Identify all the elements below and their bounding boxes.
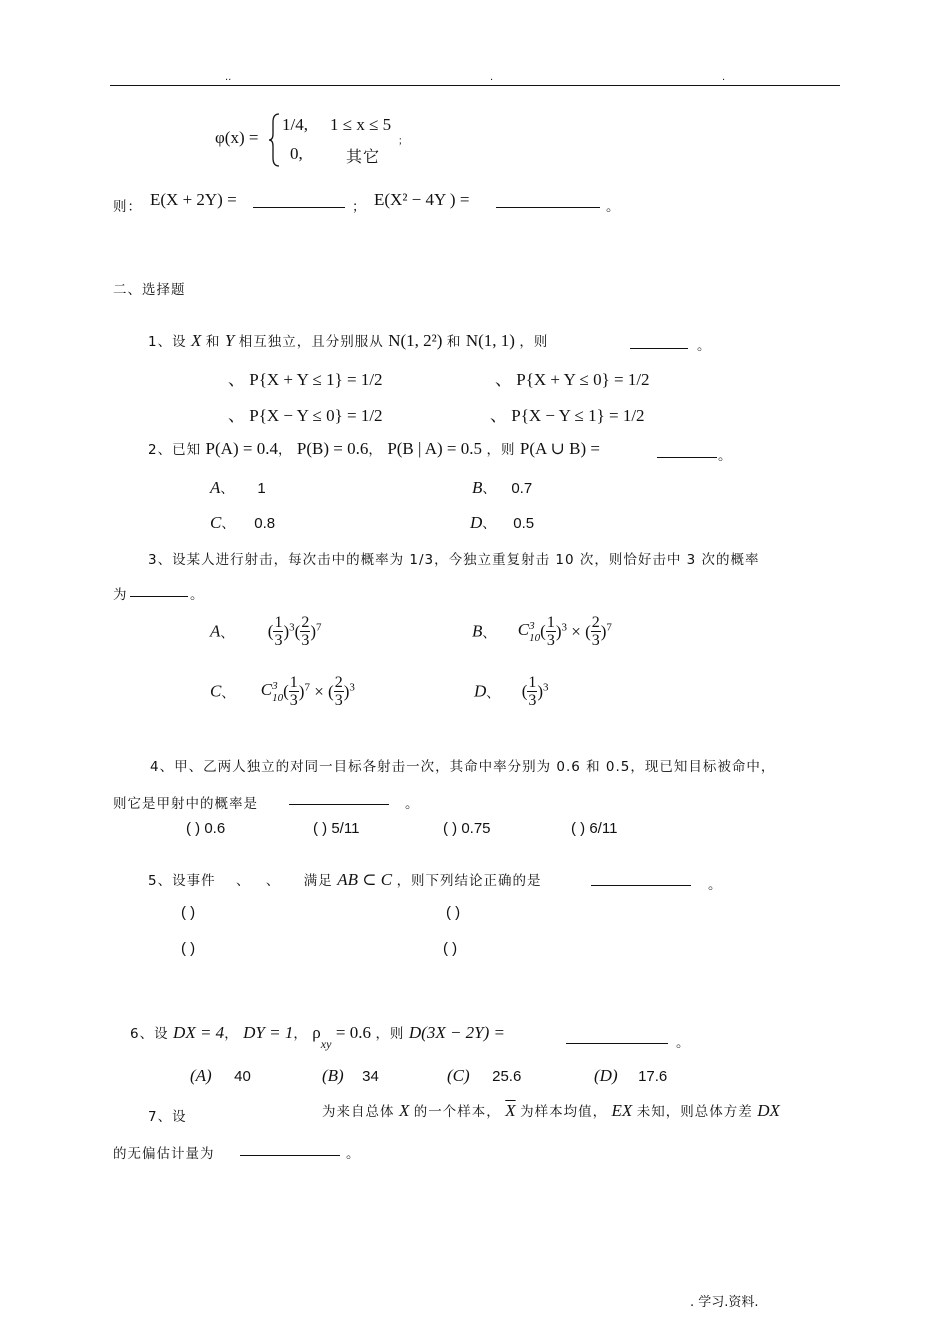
q5-option-b[interactable]: ( ) bbox=[446, 904, 461, 921]
q7-xbar: $\overline{X}$ bbox=[505, 1101, 516, 1120]
q1-var-x: X bbox=[191, 331, 202, 350]
q3-answer-blank[interactable] bbox=[130, 582, 188, 597]
q6-end: 。 bbox=[676, 1035, 691, 1051]
q4-option-c[interactable]: ( ) 0.75 bbox=[443, 820, 491, 837]
q4-option-d[interactable]: ( ) 6/11 bbox=[571, 820, 618, 837]
q2-option-a-value: 1 bbox=[257, 480, 266, 497]
q6-option-b-label: (B) bbox=[322, 1066, 344, 1085]
q7-stem-d: 为样本均值， bbox=[520, 1104, 608, 1120]
q6-option-c-label: (C) bbox=[447, 1066, 470, 1085]
q7-stem-c: 的一个样本， bbox=[413, 1104, 501, 1120]
q1-answer-blank[interactable] bbox=[630, 334, 688, 349]
q4-answer-blank[interactable] bbox=[289, 790, 389, 805]
q1-and: 和 bbox=[205, 334, 221, 350]
header-dot-right: . bbox=[722, 72, 726, 83]
q3-option-a[interactable]: A、 ( $\frac{1}{3}$ )$^3$( $\frac{2}{3}$ )$^7$ bbox=[210, 614, 322, 649]
q1-var-y: Y bbox=[224, 331, 235, 350]
section-title: 二、选择题 bbox=[113, 282, 186, 298]
q7-stem-a: 7、设 bbox=[148, 1109, 187, 1125]
density-tail: ； bbox=[398, 136, 409, 147]
expectation-end: 。 bbox=[606, 199, 621, 215]
q7-dx: DX bbox=[757, 1101, 780, 1120]
q4-option-b[interactable]: ( ) 5/11 bbox=[313, 820, 360, 837]
q3-line-2b: 。 bbox=[190, 587, 205, 603]
q6-dy: DY = 1 bbox=[243, 1023, 294, 1042]
q6-option-d[interactable] bbox=[594, 1066, 667, 1086]
header-rule bbox=[110, 85, 840, 86]
q2-pa: P(A) = 0.4 bbox=[205, 439, 278, 458]
q5-end: 。 bbox=[708, 877, 723, 893]
q6-option-c-value: 25.6 bbox=[492, 1068, 522, 1085]
q7-stem bbox=[322, 1100, 780, 1121]
q5-stem-c: ，则下列结论正确的是 bbox=[396, 873, 542, 889]
q6-stem-a: 6、设 bbox=[130, 1026, 169, 1042]
q5-stem-a: 5、设事件 bbox=[148, 873, 216, 889]
expectation-expr-1: E(X + 2Y) = bbox=[150, 190, 237, 209]
q2-target: P(A ∪ B) = bbox=[519, 439, 600, 458]
q2-option-c[interactable]: C、 0.8 bbox=[210, 513, 276, 532]
q6-rho-value: = 0.6 bbox=[335, 1023, 371, 1042]
q5-condition: AB ⊂ C bbox=[337, 870, 393, 889]
q3-line-1: 3、设某人进行射击，每次击中的概率为 1/3，今独立重复射击 10 次，则恰好击中 3 次的概率 bbox=[148, 552, 760, 568]
q2-pb: P(B) = 0.6 bbox=[296, 439, 369, 458]
q1-end: 。 bbox=[697, 338, 712, 354]
density-case2-value: 0, bbox=[290, 144, 303, 163]
q6-target: D(3X − 2Y) = bbox=[408, 1023, 506, 1042]
density-case1-value: 1/4, bbox=[282, 115, 308, 134]
q7-stem-e: 未知，则总体方差 bbox=[636, 1104, 753, 1120]
q6-stem: 6、设 DX = 4， DY = 1， $\rho_{xy} = 0.6$ ，则 D(3X − 2Y) = bbox=[130, 1023, 506, 1051]
q3a-frac-1: $\frac{1}{3}$ bbox=[274, 614, 283, 649]
header-dot-mid: . bbox=[490, 72, 494, 83]
q3b-frac-2: $\frac{2}{3}$ bbox=[591, 614, 600, 649]
q3c-frac-1: $\frac{1}{3}$ bbox=[289, 674, 298, 709]
q2-answer-blank[interactable] bbox=[657, 443, 717, 458]
q7-var-x: X bbox=[398, 1101, 410, 1120]
q3-option-b[interactable]: B、 C 3 10 ( $\frac{1}{3}$ )$^3$ × ( $\frac{2}{3}$ )$^7$ bbox=[472, 614, 612, 649]
q2-option-c-label: C bbox=[210, 513, 222, 532]
answer-blank-e1[interactable] bbox=[253, 193, 345, 208]
q6-option-d-label: (D) bbox=[594, 1066, 618, 1085]
q5-option-a[interactable]: ( ) bbox=[181, 904, 196, 921]
q6-option-b-value: 34 bbox=[362, 1068, 379, 1085]
q2-pba: P(B | A) = 0.5 bbox=[387, 439, 483, 458]
q1-stem-c: ，则 bbox=[519, 334, 549, 350]
q7-ex: EX bbox=[611, 1101, 633, 1120]
q2-option-a-label: A bbox=[210, 478, 221, 497]
q6-dx: DX = 4 bbox=[173, 1023, 225, 1042]
q2-end: 。 bbox=[718, 448, 733, 464]
q1-option-d[interactable]: 、 P{X − Y ≤ 1} = 1/2 bbox=[490, 406, 645, 425]
q2-option-d-value: 0.5 bbox=[513, 515, 535, 532]
q6-stem-b: ，则 bbox=[375, 1026, 405, 1042]
q2-stem: 2、已知 P(A) = 0.4， P(B) = 0.6， P(B | A) = 0.5 ，则 P(A ∪ B) = bbox=[148, 439, 600, 458]
header-dot-left: .. bbox=[225, 72, 232, 83]
q6-answer-blank[interactable] bbox=[566, 1029, 668, 1044]
q2-option-d-label: D bbox=[470, 513, 483, 532]
q3c-frac-2: $\frac{2}{3}$ bbox=[334, 674, 343, 709]
q3a-frac-2: $\frac{2}{3}$ bbox=[301, 614, 310, 649]
q3-option-b-label: B bbox=[472, 621, 483, 641]
q1-option-c[interactable]: 、 P{X − Y ≤ 0} = 1/2 bbox=[228, 406, 383, 425]
q3-option-d[interactable]: D、 ( $\frac{1}{3}$ )$^3$ bbox=[474, 674, 549, 709]
q3b-frac-1: $\frac{1}{3}$ bbox=[546, 614, 555, 649]
density-case1-condition: 1 ≤ x ≤ 5 bbox=[330, 115, 392, 134]
q3-option-a-label: A bbox=[210, 621, 221, 641]
expectation-prefix: 则： bbox=[113, 199, 142, 215]
q5-answer-blank[interactable] bbox=[591, 871, 691, 886]
expectation-expr-2: E(X² − 4Y ) = bbox=[374, 190, 470, 209]
q7-stem-b: 为来自总体 bbox=[322, 1104, 395, 1120]
q4-option-a[interactable]: ( ) 0.6 bbox=[186, 820, 226, 837]
density-brace bbox=[268, 112, 280, 168]
q5-option-c[interactable]: ( ) bbox=[181, 940, 196, 957]
q6-option-d-value: 17.6 bbox=[638, 1068, 668, 1085]
q1-dist-1: N(1, 2²) bbox=[388, 331, 443, 350]
q6-option-a-label: (A) bbox=[190, 1066, 212, 1085]
q2-option-b-value: 0.7 bbox=[511, 480, 533, 497]
footer-text: . 学习.资料. bbox=[690, 1295, 759, 1310]
q2-stem-b: ，则 bbox=[486, 442, 516, 458]
q3-option-c-label: C bbox=[210, 681, 222, 701]
q3-option-d-label: D bbox=[474, 681, 487, 701]
q5-option-d[interactable]: ( ) bbox=[443, 940, 458, 957]
q1-dist-2: N(1, 1) bbox=[465, 331, 515, 350]
q2-option-b-label: B bbox=[472, 478, 483, 497]
q2-option-b[interactable]: B、 0.7 bbox=[472, 478, 533, 497]
density-case2-condition: 其它 bbox=[346, 147, 381, 166]
q1-option-b[interactable]: 、 P{X + Y ≤ 0} = 1/2 bbox=[495, 370, 650, 389]
density-lhs: φ(x) = bbox=[215, 128, 259, 147]
q1-stem bbox=[148, 330, 548, 351]
q3-option-c[interactable]: C、 C 3 10 ( $\frac{1}{3}$ )$^7$ × ( $\frac{2}{3}$ )$^3$ bbox=[210, 674, 355, 709]
q7-line-2-end: 。 bbox=[346, 1146, 361, 1162]
q6-rho-sub: xy bbox=[320, 1036, 332, 1051]
q6-rho: ρ bbox=[312, 1023, 321, 1042]
q6-option-b[interactable] bbox=[322, 1066, 379, 1086]
q2-stem-a: 2、已知 bbox=[148, 442, 202, 458]
q5-gaps: 、 、 bbox=[236, 873, 286, 889]
q4-line-2: 则它是甲射中的概率是 bbox=[113, 796, 258, 812]
q2-option-a[interactable]: A、 1 bbox=[210, 478, 266, 497]
q4-line-1: 4、甲、乙两人独立的对同一目标各射击一次，其命中率分别为 0.6 和 0.5，现已知目标被命中， bbox=[150, 759, 776, 775]
q5-stem-b: 满足 bbox=[303, 873, 333, 889]
q2-option-d[interactable]: D、 0.5 bbox=[470, 513, 535, 532]
q2-option-c-value: 0.8 bbox=[254, 515, 276, 532]
q7-answer-blank[interactable] bbox=[240, 1141, 340, 1156]
q6-option-c[interactable] bbox=[447, 1066, 521, 1086]
q1-stem-b: 相互独立，且分别服从 bbox=[238, 334, 384, 350]
expectation-separator: ； bbox=[352, 199, 367, 215]
brace-icon bbox=[268, 112, 280, 168]
answer-blank-e2[interactable] bbox=[496, 193, 600, 208]
q5-stem bbox=[148, 869, 542, 890]
q1-option-a[interactable]: 、 P{X + Y ≤ 1} = 1/2 bbox=[228, 370, 383, 389]
q3-line-2a: 为 bbox=[113, 587, 128, 603]
q3d-frac-1: $\frac{1}{3}$ bbox=[528, 674, 537, 709]
q6-option-a[interactable] bbox=[190, 1066, 251, 1086]
q1-and-2: 和 bbox=[446, 334, 462, 350]
q4-line-2-end: 。 bbox=[405, 796, 420, 812]
q7-line-2: 的无偏估计量为 bbox=[113, 1146, 215, 1162]
q1-stem-a: 1、设 bbox=[148, 334, 187, 350]
q6-option-a-value: 40 bbox=[234, 1068, 251, 1085]
